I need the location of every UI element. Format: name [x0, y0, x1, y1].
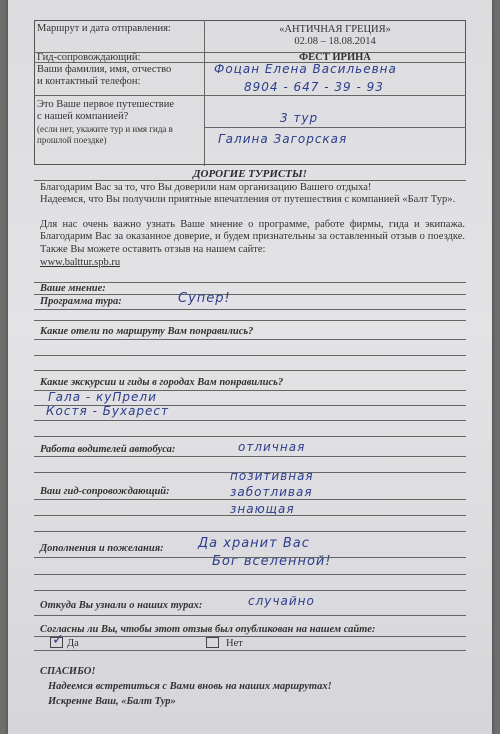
- consent-yes-label: Да: [67, 638, 79, 649]
- wishes-answer-1: Да хранит Вас: [198, 536, 310, 551]
- program-label: Программа тура:: [40, 296, 122, 307]
- contact-label-2: и контактный телефон:: [37, 76, 141, 87]
- guide-label: Гид-сопровождающий:: [37, 52, 141, 63]
- excursions-answer-1: Гала - куПрели: [48, 390, 157, 404]
- hope-text: Надеемся встретиться с Вами вновь на наших маршрутах!: [48, 681, 332, 692]
- thanks-text: СПАСИБО!: [40, 666, 96, 677]
- guide-answer-2: заботливая: [230, 485, 313, 499]
- program-answer: Супер!: [178, 291, 231, 306]
- sincerely-text: Искренне Ваш, «Балт Тур»: [48, 696, 176, 707]
- guide-escort-label: Ваш гид-сопровождающий:: [40, 486, 170, 497]
- tour-name: «АНТИЧНАЯ ГРЕЦИЯ»: [279, 24, 391, 35]
- consent-label: Согласны ли Вы, чтобы этот отзыв был опубликован на нашем сайте:: [40, 624, 376, 635]
- source-label: Откуда Вы узнали о наших турах:: [40, 600, 203, 611]
- first-trip-label-1: Это Ваше первое путешествие: [37, 99, 174, 110]
- feedback-form-sheet: [8, 0, 492, 734]
- consent-no-checkbox[interactable]: [206, 637, 219, 648]
- contact-phone-handwritten: 8904 - 647 - 39 - 93: [244, 80, 384, 94]
- consent-no-label: Нет: [226, 638, 243, 649]
- greeting-line1: Благодарим Вас за то, что Вы доверили нам организацию Вашего отдыха!: [40, 182, 372, 193]
- opinion-label: Ваше мнение:: [40, 283, 106, 294]
- greeting-para3: Для нас очень важно узнать Ваше мнение о программе, работе фирмы, гида и экипажа. Благодарим Вас за оказанное доверие, и будем признательны за оставленный отзыв о поездке. Также Вы можете оставить отзыв на нашем сайте:: [40, 219, 465, 255]
- excursions-label: Какие экскурсии и гиды в городах Вам понравились?: [40, 377, 284, 388]
- driver-label: Работа водителей автобуса:: [40, 444, 176, 455]
- contact-label-1: Ваши фамилия, имя, отчество: [37, 64, 172, 75]
- tour-dates: 02.08 – 18.08.2014: [294, 36, 376, 47]
- first-trip-answer-1: 3 тур: [280, 111, 319, 125]
- first-trip-note-1: (если нет, укажите тур и имя гида в: [37, 124, 173, 134]
- driver-answer: отличная: [238, 440, 306, 454]
- first-trip-answer-2: Галина Загорская: [218, 132, 348, 146]
- first-trip-label-2: с нашей компанией?: [37, 111, 129, 122]
- guide-name: ФЕСТ ИРИНА: [299, 52, 371, 63]
- route-label: Маршрут и дата отправления:: [37, 23, 171, 34]
- source-answer: случайно: [248, 594, 315, 608]
- first-trip-note-2: прошлой поездке): [37, 135, 107, 145]
- guide-answer-3: знающая: [230, 502, 295, 516]
- website-link[interactable]: www.balttur.spb.ru: [40, 257, 121, 268]
- contact-name-handwritten: Фоцан Елена Васильевна: [214, 62, 397, 76]
- guide-answer-1: позитивная: [230, 469, 314, 483]
- hotels-label: Какие отели по маршруту Вам понравились?: [40, 326, 254, 337]
- greeting-para2: Надеемся, что Вы получили приятные впечатления от путешествия с компанией «Балт Тур».: [40, 194, 456, 205]
- wishes-answer-2: Бог вселенной!: [212, 554, 332, 569]
- wishes-label: Дополнения и пожелания:: [40, 543, 164, 554]
- greeting-title: ДОРОГИЕ ТУРИСТЫ!: [193, 168, 307, 180]
- check-mark-icon: ✓: [52, 632, 65, 648]
- excursions-answer-2: Костя - Бухарест: [46, 404, 170, 418]
